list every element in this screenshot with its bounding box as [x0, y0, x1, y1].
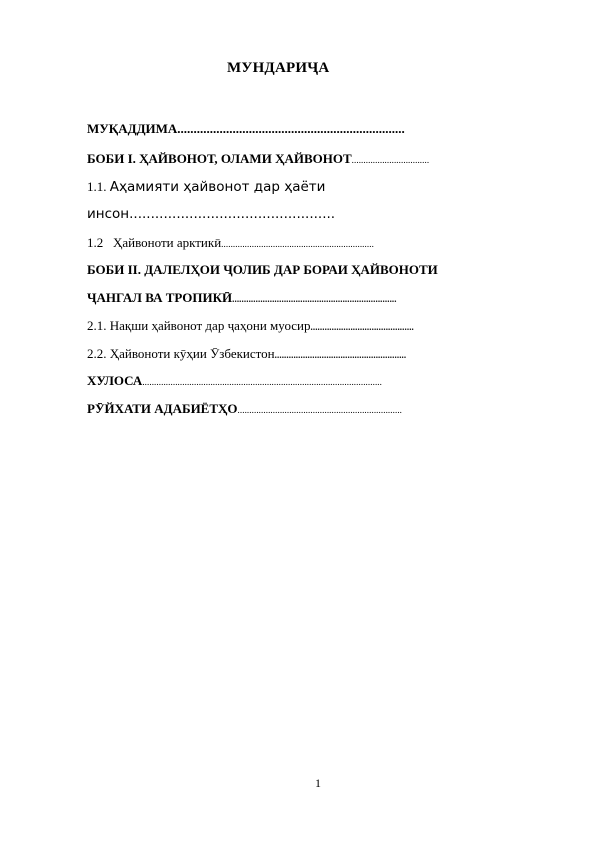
toc-entry-conclusion [87, 373, 553, 389]
toc-entry-section-2-1 [87, 318, 553, 334]
toc-entry-label: ХУЛОСА [87, 373, 143, 388]
toc-leader-dots: ...................................................................................................... [142, 377, 383, 387]
toc-leader-dots: ...................................................................... [237, 405, 403, 415]
toc-entry-label: 2.2. Ҳайвоноти кӯҳии Ӯзбекистон [87, 346, 275, 361]
toc-entry-label: МУҚАДДИМА [87, 121, 178, 136]
page-number: 1 [315, 776, 321, 790]
toc-entry-section-2-2 [87, 346, 553, 362]
toc-entry-introduction [87, 121, 553, 137]
toc-leader-dots: ...................................................................... [232, 294, 397, 304]
toc-entry-label: ҶАНГАЛ ВА ТРОПИКӢ [87, 290, 233, 305]
toc-leader-dots: ............................................ [310, 322, 414, 332]
toc-entry-label: инсон [87, 206, 130, 222]
toc-entry-label: БОБИ I. ҲАЙВОНОТ, ОЛАМИ ҲАЙВОНОТ [87, 151, 352, 166]
toc-entry-chapter-1 [87, 151, 553, 167]
toc-entry-section-1-1 [87, 179, 553, 195]
toc-entry-bibliography [87, 401, 553, 417]
toc-entry-label: Аҳамияти ҳайвонот дар ҳаёти [109, 179, 326, 195]
toc-entry-section-1-2 [87, 235, 553, 251]
page-title: МУНДАРИҶА [227, 60, 330, 76]
toc-entry-chapter-2 [87, 262, 553, 278]
toc-entry-label: РӮЙХАТИ АДАБИЁТҲО [87, 401, 238, 416]
toc-leader-dots: ................................................................. [221, 239, 374, 249]
toc-leader-dots: ...................................................................... [177, 121, 405, 136]
toc-entry-section-1-1-cont [87, 206, 553, 222]
toc-leader-dots: ................................. [351, 155, 430, 165]
toc-entry-chapter-2-cont [87, 290, 553, 306]
toc-leader-dots: ........................................................ [274, 350, 407, 360]
toc-entry-number: 1.1. [87, 179, 110, 194]
toc-entry-label: БОБИ II. ДАЛЕЛҲОИ ҶОЛИБ ДАР БОРАИ ҲАЙВОНОТИ [87, 262, 438, 277]
toc-entry-label: 2.1. Нақши ҳайвонот дар ҷаҳони муосир [87, 318, 311, 333]
toc-entry-label: 1.2 Ҳайвоноти арктикӣ [87, 235, 222, 250]
toc-leader-dots: ................................................ [129, 206, 336, 222]
